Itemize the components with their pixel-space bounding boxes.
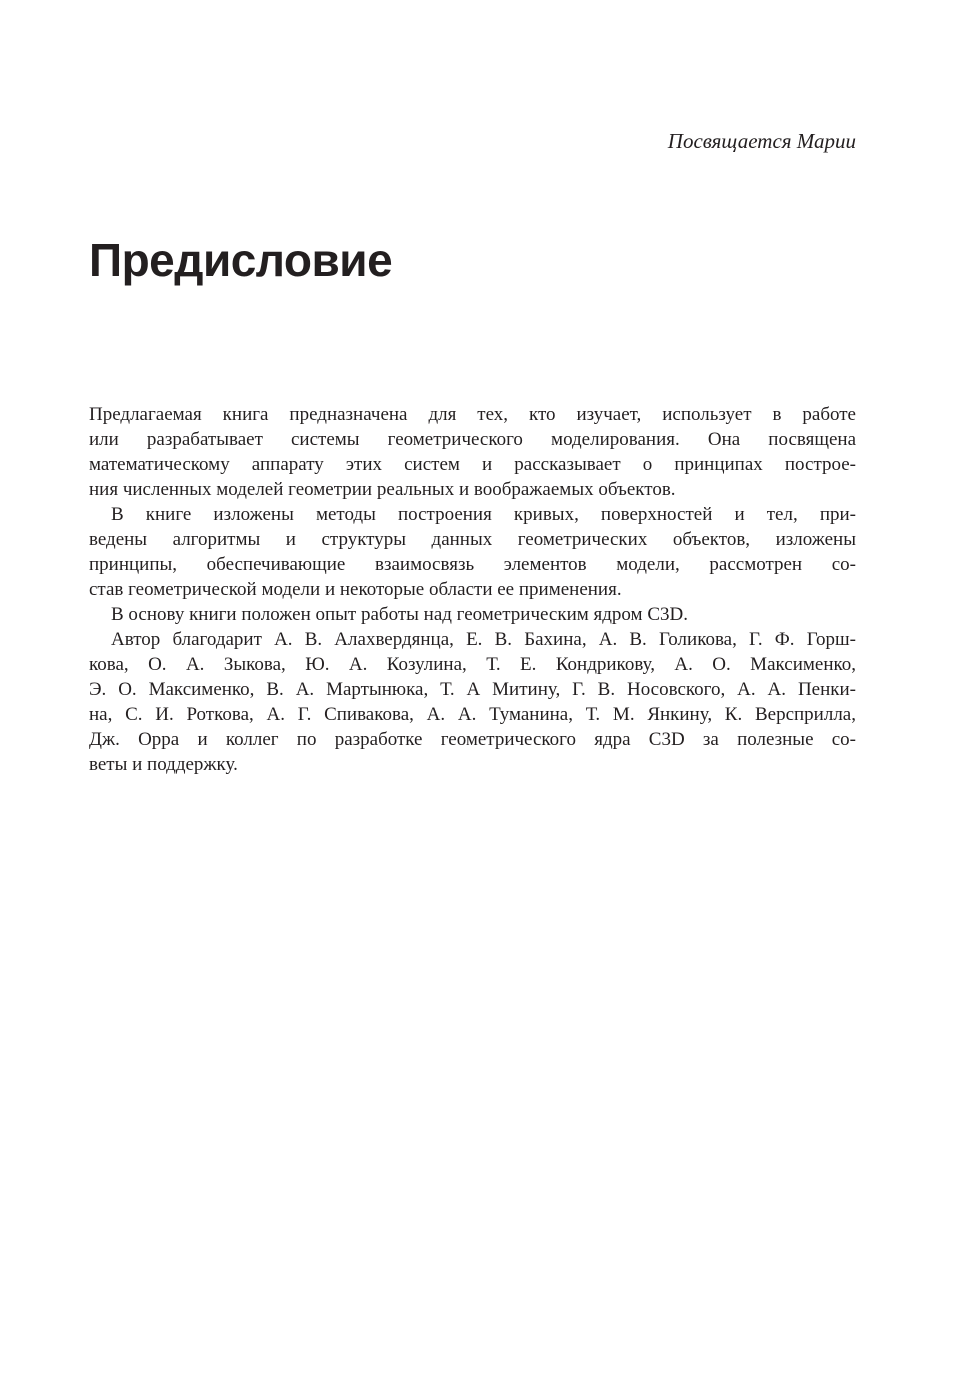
page-title: Предисловие <box>89 234 393 286</box>
paragraph <box>89 402 856 502</box>
paragraph <box>89 602 856 627</box>
text-line: В основу книги положен опыт работы над геометрическим ядром C3D. <box>111 604 688 625</box>
text-line: Э. О. Максименко, В. А. Мартынюка, Т. А Митину, Г. В. Носовского, А. А. Пенки- <box>89 679 856 700</box>
text-line: или разрабатывает системы геометрического моделирования. Она посвящена <box>89 429 856 450</box>
text-line: математическому аппарату этих систем и рассказывает о принципах построе- <box>89 454 856 475</box>
text-line: принципы, обеспечивающие взаимосвязь элементов модели, рассмотрен со- <box>89 554 856 575</box>
text-line: веты и поддержку. <box>89 754 238 775</box>
text-line: Дж. Орра и коллег по разработке геометрического ядра C3D за полезные со- <box>89 729 856 750</box>
text-line: В книге изложены методы построения кривых, поверхностей и тел, при- <box>111 504 856 525</box>
paragraph <box>89 502 856 602</box>
preface-body <box>89 402 856 777</box>
text-line: став геометрической модели и некоторые области ее применения. <box>89 579 622 600</box>
text-line: ния численных моделей геометрии реальных и воображаемых объектов. <box>89 479 676 500</box>
text-line: ведены алгоритмы и структуры данных геометрических объектов, изложены <box>89 529 856 550</box>
text-line: Автор благодарит А. В. Алахвердянца, Е. В. Бахина, А. В. Голикова, Г. Ф. Горш- <box>111 629 856 650</box>
text-line: на, С. И. Роткова, А. Г. Спивакова, А. А. Туманина, Т. М. Янкину, К. Версприлла, <box>89 704 856 725</box>
text-line: кова, О. А. Зыкова, Ю. А. Козулина, Т. Е. Кондрикову, А. О. Максименко, <box>89 654 856 675</box>
paragraph <box>89 627 856 777</box>
text-line: Предлагаемая книга предназначена для тех, кто изучает, использует в работе <box>89 404 856 425</box>
dedication: Посвящается Марии <box>667 129 856 153</box>
